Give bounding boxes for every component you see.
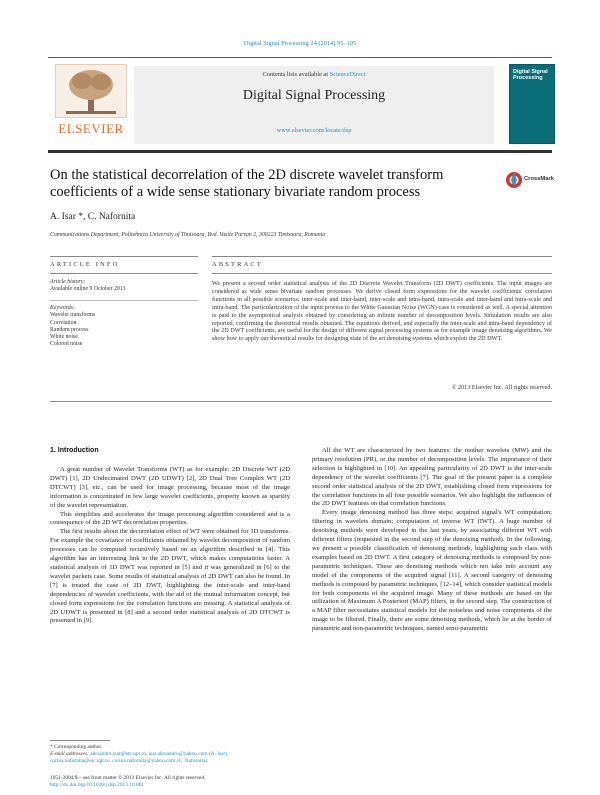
left-column: [50, 466, 290, 626]
article-info-top-rule: [50, 256, 198, 257]
body-paragraph: A great number of Wavelet Transforms (WT) as for example: 2D Discrete WT (2D DWT) [1], 2D Undecimated DWT (2D UDWT) [2], 2D Dual Tree Complex WT (2D DTCWT) [3], etc., can be used for image processing, because most of the image information is concentrated in few large wavelet coefficients, property known as sparsity of the wavelet representation.: [50, 466, 290, 509]
article-info-divider: [50, 300, 198, 301]
emails-label: E-mail addresses:: [50, 751, 89, 757]
doi-link[interactable]: http://dx.doi.org/10.1016/j.dsp.2013.10.001: [50, 782, 145, 788]
body-paragraph: All the WT are characterized by two features: the mother wavelets (MW) and the primary resolution (PR), or the number of decomposition levels. The importance of their selection is highlighted in [10]. An appealing particularity of 2D DWT is the inter-scale dependency of the wavelet coefficients [7]. The goal of the present paper is a complete second order statistical analysis of the 2D DWT, establishing closed form expressions for the correlation functions in all four possible scenarios. We also highlight the influences of the 2D DWT features on that correlation functions.: [312, 447, 552, 508]
header-top-rule: [48, 57, 552, 58]
journal-homepage-link[interactable]: www.elsevier.com/locate/dsp: [276, 127, 352, 134]
crossmark-label: CrossMark: [524, 176, 554, 182]
keyword-item: Random process: [50, 326, 89, 333]
abstract-bottom-rule: [50, 401, 552, 402]
body-paragraph: Every image denoising method has three steps: acquired signal's WT computation; filtering in wavelets domain; computation of inverse WT (IWT). A huge number of denoising methods were developed in the last years, by associating different WT with different filters (requested in the second step of the denoising method). In the following, we present a possible classification of denoising methods, highlighting each class with examples based on 2D DWT. A first category of denoising methods is composed by non-parametric techniques. These are denoising methods which not take into account any model of the components of the acquired signal [11]. A second category of denoising methods is composed by parametric techniques, [12–14], which consider statistical models for both components of the acquired image. Many of these methods are based on the utilization of Maximum A Posteriori (MAP) filters, in the second step. The construction of a MAP filter necessitates statistical models for the noiseless and noise components of the image to be filtered. Finally, there are some denoising methods, which lie at the border of parametric and non-parametric techniques, named semi-parametric: [312, 509, 552, 633]
journal-reference[interactable]: Digital Signal Processing 24 (2014) 95–105: [243, 40, 357, 47]
abstract-top-rule: [212, 256, 552, 257]
corresponding-author-footnote: [50, 744, 270, 765]
journal-cover-thumbnail: [509, 64, 555, 144]
body-paragraph: The first results about the decorrelation effect of WT were obtained for 1D transforms. For example the covariance of coefficients obtained by wavelet decomposition of random processes can be computed recursively based on an algorithm described in [4]. This algorithm has an interesting link to the 2D DWT, which makes computations faster. A statistical analysis of 1D DWT was reported in [5] and it was generalized in [6] to the wavelet packets case. Some results of statistical analysis of 2D DWT can also be found. In [7] is treated the case of 2D DWT, highlighting the inter-scale and inter-band dependencies of wavelet coefficients, with the aid of the mutual information concept, but closed form expressions for the correlation functions are missing. A statistical analysis of 2D UDWT is presented in [8] and a second order statistical analysis of 2D DTCWT is presented in [9].: [50, 528, 290, 625]
abstract-text: We present a second order statistical analysis of the 2D Discrete Wavelet Transform (2D DWT) coefficients. The input images are considered as wide sense bivariate random processes. We derive closed form expressions for the wavelet coefficients' correlation functions in all possible scenarios: inter-scale and inter-band, inter-scale and intra-band, intra-scale and inter-band and intra-scale and intra-band. The particularization of the input process to the White Gaussian Noise (WGN) case is considered as well. A special attention is paid to the asymptotical analysis obtained by considering an infinite number of decomposition levels. Simulation results are also reported, confirming the theoretical results obtained. The equations derived, and especially the inter-scale and intra-band dependency of the 2D DWT coefficients, are useful for the design of different signal processing systems as for example image denoising algorithms. We show how to apply our theoretical results for designing state of the art denoising systems which exploit the 2D DWT.: [212, 280, 552, 343]
keywords-label: Keywords:: [50, 305, 75, 311]
keyword-item: Wavelet transforms: [50, 312, 96, 319]
keyword-item: Correlation: [50, 319, 77, 326]
body-paragraph: This simplifies and accelerates the image processing algorithm considered and is a consequence of the 2D WT decorrelation properties.: [50, 510, 290, 527]
section-heading-introduction: 1. Introduction: [50, 447, 99, 454]
journal-name: Digital Signal Processing: [242, 88, 386, 103]
email-addresses[interactable]: alexandru.isar@etc.upt.ro, isar.alexandru@yahoo.com (A. Isar), corina.nafornita@etc.upt.ro, corina.nafornita@yahoo.com (C. Nafornita).: [50, 751, 229, 764]
header-bottom-rule: [48, 150, 552, 153]
contents-availability: [134, 71, 494, 78]
publisher-logo: [50, 64, 132, 140]
abstract-heading: ABSTRACT: [212, 261, 263, 268]
issn-line: 1051-2004/$ – see front matter © 2013 Elsevier Inc. All rights reserved.: [50, 775, 206, 781]
article-title: On the statistical decorrelation of the 2D discrete wavelet transform coefficients of a wide sense stationary bivariate random process: [50, 167, 444, 200]
history-value: Available online 9 October 2013: [50, 286, 126, 293]
author-affiliation: Communications Department, Politehnica University of Timisoara, Bvd. Vasile Parvan 2, 300223 Timisoara, Romania: [50, 232, 326, 238]
history-label: Article history:: [50, 279, 86, 285]
footnote-rule: [50, 740, 110, 741]
crossmark-badge[interactable]: [505, 168, 553, 192]
cover-title: Digital Signal Processing: [513, 69, 548, 81]
author-list: A. Isar *, C. Nafornita: [50, 212, 136, 222]
sciencedirect-link[interactable]: ScienceDirect: [329, 71, 366, 78]
front-matter-note: [50, 775, 310, 789]
publisher-name: ELSEVIER: [58, 121, 124, 136]
article-info-heading: ARTICLE INFO: [50, 261, 120, 268]
elsevier-tree-icon: [55, 64, 127, 118]
footnote-marker: * Corresponding author.: [50, 744, 103, 750]
abstract-copyright: © 2013 Elsevier Inc. All rights reserved.: [451, 384, 552, 391]
right-column: [312, 447, 552, 634]
keywords-block: [50, 305, 200, 349]
article-info-mid-rule: [50, 273, 198, 274]
abstract-mid-rule: [212, 273, 552, 274]
keyword-item: White noise: [50, 334, 78, 341]
keyword-item: Colored noise: [50, 341, 83, 348]
contents-prefix: Contents lists available at: [262, 71, 330, 78]
article-history: [50, 279, 200, 294]
